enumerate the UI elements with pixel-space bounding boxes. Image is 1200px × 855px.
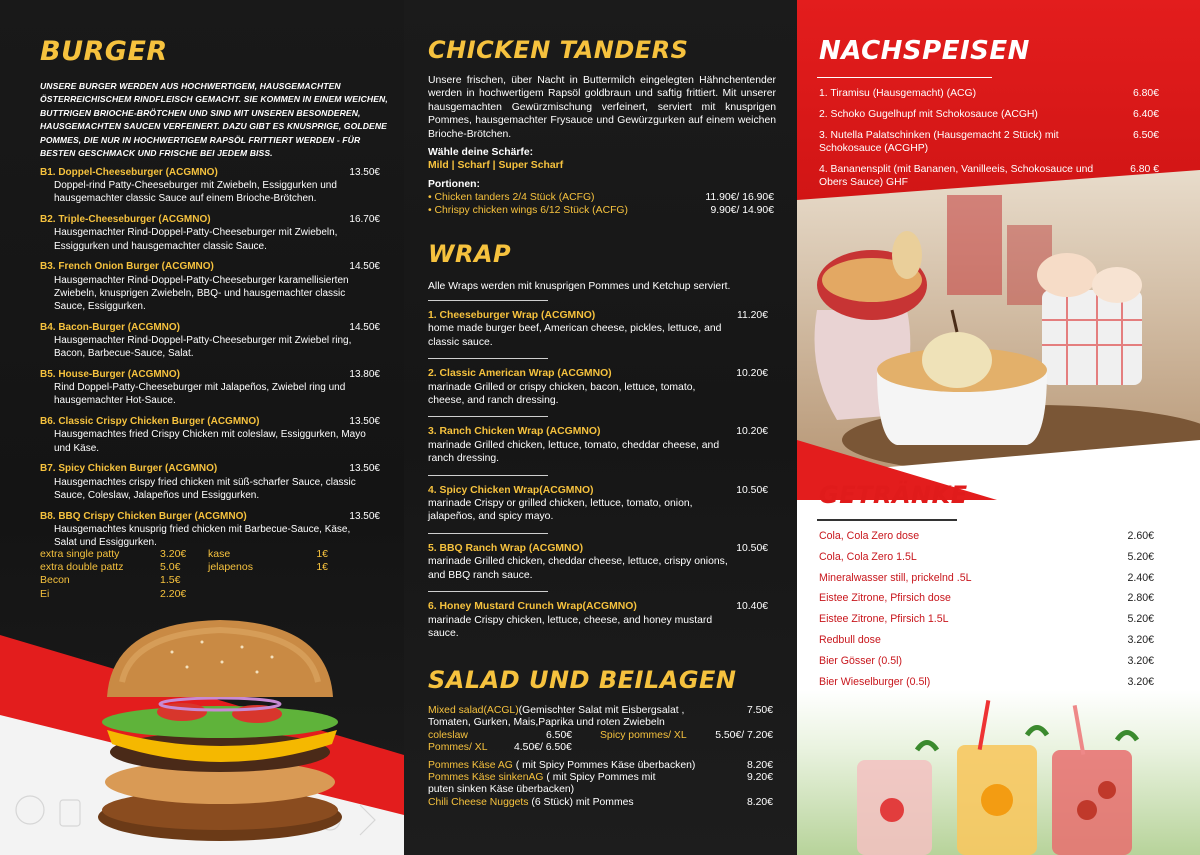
drink-price: 2.80€ [1127,592,1154,605]
extra-name: extra double pattz [40,561,124,574]
dessert-list [819,87,1159,197]
mixed-salad-name: Mixed salad(ACGL) [428,705,519,716]
wrap-item [428,591,768,640]
drink-list [819,530,1154,696]
extras-row [40,588,330,601]
drink-item [819,676,1154,689]
burger-description: Hausgemachtes fried Crispy Chicken mit coleslaw, Essiggurken, Mayo und Käse. [54,429,366,454]
wrap-item [428,358,768,407]
drink-name: Redbull dose [819,633,881,646]
dessert-price: 6.40€ [1132,108,1159,120]
dessert-name: 2. Schoko Gugelhupf mit Schokosauce (ACGH) [819,108,1038,120]
chicken-title: CHICKEN TANDERS [428,36,689,64]
burger-intro: UNSERE BURGER WERDEN AUS HOCHWERTIGEM, HAUSGEMACHTEN ÖSTERREICHISCHEM RINDFLEISCH GEMACHT. SIE KOMMEN IN EINEM WEICHEN, BUTTRIGEN BRIOCHE-BRÖTCHEN UND SIND MIT UNSEREN BESONDEREN, HAUSGEMACHTEN SAUCEN VERFEINERT. DAZU GIBT ES KNUSPRIGE, GOLDENE POMMES, DIE NUR IN HOCHWERTIGEM RAPSÖL FRITTIERT WERDEN - FÜR BESTEN GESCHMACK UND FRISCHE BEI JEDEM BISS. [40,81,388,159]
dessert-price: 6.80 € [1130,163,1159,175]
pommes-kase-price: 8.20€ [746,759,773,771]
dessert-item [819,87,1159,100]
drink-name: Mineralwasser still, prickelnd .5L [819,571,972,584]
salad-row [428,730,773,742]
extra-name: extra single patty [40,548,120,560]
wrap-price: 10.50€ [736,542,768,554]
nachspeisen-divider [817,77,992,78]
burger-item [40,321,380,361]
extras-row [40,561,330,574]
wrap-name: 6. Honey Mustard Crunch Wrap(ACGMNO) [428,601,637,613]
salad-title: SALAD UND BEILAGEN [428,666,737,694]
dessert-price: 6.80€ [1132,88,1159,99]
burger-description: Doppel-rind Patty-Cheeseburger mit Zwiebeln, Essiggurken und hausgemachter classic Sauce auf einem Brioche-Brötchen. [54,180,337,205]
pommes-kase-name: Pommes Käse AG [428,759,513,771]
extra-name: jelapenos [208,561,253,574]
pommes-sinken-desc: ( mit Spicy Pommes mit [543,772,656,784]
wrap-name: 4. Spicy Chicken Wrap(ACGMNO) [428,484,594,496]
dessert-item [819,108,1159,121]
wrap-item [428,475,768,524]
wrap-item [428,300,768,349]
wrap-price: 10.50€ [736,484,768,496]
drink-item [819,655,1154,668]
portion-label: Portionen: [428,179,480,190]
drink-price: 5.20€ [1127,613,1154,626]
wrap-description: home made burger beef, American cheese, pickles, lettuce, and classic sauce. [428,323,722,348]
burger-price: 13.50€ [349,167,380,178]
burger-item [40,510,380,550]
pommes-sinken-name: Pommes Käse sinkenAG [428,772,544,784]
dessert-name: 4. Bananensplit (mit Bananen, Vanilleeis, Schokosauce und Obers Sauce) GHF [819,163,1094,188]
extra-price: 5.0€ [160,561,181,574]
drink-price: 2.60€ [1127,530,1154,542]
wrap-list [428,300,768,649]
burger-name: B4. Bacon-Burger (ACGMNO) [40,321,181,333]
drink-price: 3.20€ [1127,675,1154,688]
wrap-description: marinade Grilled chicken, cheddar cheese, lettuce, crispy onions, and BBQ ranch sauce. [428,556,728,581]
burger-panel [0,0,404,855]
pommes-name: Pommes/ XL [428,742,488,754]
extra-price [308,574,328,587]
drink-name: Bier Wieselburger (0.5l) [819,675,931,688]
drink-name: Eistee Zitrone, Pfirsich dose [819,592,951,605]
burger-item [40,213,380,253]
nuggets-name: Chili Cheese Nuggets [428,796,529,808]
wrap-description: marinade Crispy chicken, lettuce, cheese, and honey mustard sauce. [428,614,713,639]
pommes-sinken-price: 9.20€ [746,772,773,784]
dessert-drinks-panel [797,0,1200,855]
extra-price: 2.20€ [160,587,187,600]
wrap-name: 3. Ranch Chicken Wrap (ACGMNO) [428,426,601,438]
drink-price: 5.20€ [1127,550,1154,563]
portion-price: 11.90€/ 16.90€ [705,192,774,203]
pommes-sinken-desc-2: puten sinken Käse überbacken) [428,784,575,796]
nuggets-price: 8.20€ [746,796,773,808]
wrap-price: 10.20€ [736,368,768,380]
burger-price: 13.50€ [349,510,380,522]
salad-row [428,772,773,784]
burger-list [40,166,380,557]
dessert-name: 1. Tiramisu (Hausgemacht) (ACG) [819,88,977,99]
burger-item [40,415,380,455]
portion-name: • Chicken tanders 2/4 Stück (ACFG) [428,192,595,203]
burger-item [40,260,380,313]
burger-item [40,166,380,206]
coleslaw-name: coleslaw [428,729,468,741]
mixed-salad-desc-2: Tomaten, Gurken, Mais,Paprika und roten Zwiebeln [428,717,665,729]
burger-image [82,612,347,844]
burger-description: Hausgemachter Rind-Doppel-Patty-Cheeseburger mit Zwiebeln, Essiggurken und hausgemachter classic Sauce. [54,227,338,252]
extra-price: 1€ [316,561,328,574]
burger-description: Rind Doppel-Patty-Cheeseburger mit Jalapeños, Zwiebel ring und hausgemachter Hot-Sauce. [54,382,346,407]
drink-name: Eistee Zitrone, Pfirsich 1.5L [819,613,949,626]
chicken-description: Unsere frischen, über Nacht in Buttermilch eingelegten Hähnchentender werden in hochwertigem Rapsöl goldbraun und saftig frittiert. Mit unserer hausgemachten Gewürzmischung verfeinert, serviert mit knusprigen Pommes, hausgemachter Frysauce und Gewürzgurken auf einem weichen Brioche-Brötchen. [428,75,776,140]
drink-name: Bier Gösser (0.5l) [819,654,903,667]
drink-name: Cola, Cola Zero dose [819,530,920,542]
burger-price: 13.50€ [349,416,380,428]
burger-description: Hausgemachtes knusprig fried chicken mit Barbecue-Sauce, Käse, Salat und Essiggurken. [54,523,351,549]
extra-name: kase [208,548,231,560]
burger-description: Hausgemachter Rind-Doppel-Patty-Cheeseburger karamellisierten Zwiebeln, knusprigen Zwiebeln, BBQ- und hausgemachter classic Sauce, Essiggurken. [54,274,349,313]
extra-price: 1.5€ [160,574,181,587]
burger-description: Hausgemachtes crispy fried chicken mit süß-scharfer Sauce, classic Sauce, Coleslaw, Jalapeños und Essiggurken. [54,476,356,501]
portion-price: 9.90€/ 14.90€ [710,205,774,216]
burger-name: B7. Spicy Chicken Burger (ACGMNO) [40,463,218,475]
salad-row [428,717,773,729]
wrap-price: 10.40€ [736,601,768,613]
wrap-name: 2. Classic American Wrap (ACGMNO) [428,368,612,380]
extra-price [308,588,328,601]
burger-price: 14.50€ [349,261,380,273]
burger-item [40,462,380,502]
portion-item [428,205,774,216]
wrap-description: marinade Grilled chicken, lettuce, tomato, cheddar cheese, and ranch dressing. [428,439,720,465]
salad-row [428,705,773,717]
extras-table [40,548,330,601]
spice-options: Mild | Scharf | Super Scharf [428,160,564,171]
extra-price: 1€ [316,548,328,560]
extra-name [208,588,308,601]
burger-description: Hausgemachter Rind-Doppel-Patty-Cheeseburger mit Zwiebel ring, Bacon, Barbecue-Sauce, Salat. [54,335,352,360]
spicy-pommes-name: Spicy pommes/ XL [600,729,687,741]
wrap-price: 10.20€ [736,426,768,438]
drink-name: Cola, Cola Zero 1.5L [819,550,917,563]
dessert-image [797,170,1200,470]
extras-row [40,574,330,587]
spicy-pommes-price: 5.50€/ 7.20€ [715,729,773,741]
wrap-name: 5. BBQ Ranch Wrap (ACGMNO) [428,542,584,554]
burger-title: BURGER [40,36,168,67]
burger-price: 16.70€ [349,214,380,226]
extra-name [208,574,308,587]
salad-row [428,797,773,809]
getraenke-divider [817,519,957,521]
salad-row [428,742,773,754]
extras-row [40,548,330,561]
dessert-name: 3. Nutella Palatschinken (Hausgemacht 2 Stück) mit Schokosauce (ACGHP) [819,129,1059,154]
chicken-wrap-panel [404,0,797,855]
extra-price: 3.20€ [160,548,187,560]
wrap-item [428,533,768,582]
dessert-price: 6.50€ [1132,129,1159,141]
drink-price: 3.20€ [1127,654,1154,667]
burger-name: B2. Triple-Cheeseburger (ACGMNO) [40,214,211,226]
burger-name: B5. House-Burger (ACGMNO) [40,369,181,381]
mixed-salad-desc: (Gemischter Salat mit Eisbergsalat , [518,705,685,716]
portion-name: • Chrispy chicken wings 6/12 Stück (ACFG) [428,205,628,216]
burger-price: 13.80€ [349,369,380,381]
portion-item [428,192,774,203]
nachspeisen-title: NACHSPEISEN [819,36,1030,66]
pommes-kase-desc: ( mit Spicy Pommes Käse überbacken) [512,759,696,771]
wrap-description: Alle Wraps werden mit knusprigen Pommes und Ketchup serviert. [428,281,731,292]
burger-price: 14.50€ [349,321,380,333]
pommes-price: 4.50€/ 6.50€ [514,742,572,754]
wrap-item [428,416,768,465]
wrap-price: 11.20€ [736,310,768,321]
burger-name: B8. BBQ Crispy Chicken Burger (ACGMNO) [40,510,247,522]
burger-item [40,368,380,408]
burger-price: 13.50€ [349,463,380,475]
burger-name: B3. French Onion Burger (ACGMNO) [40,261,214,273]
extra-name: Becon [40,574,70,587]
drink-item [819,530,1154,543]
salad-list [428,705,773,809]
coleslaw-price: 6.50€ [546,729,573,741]
drink-item [819,551,1154,564]
salad-row [428,784,773,796]
drink-item [819,613,1154,626]
wrap-title: WRAP [428,240,512,268]
wrap-description: marinade Crispy or grilled chicken, lettuce, tomato, onion, jalapeños, and spicy mayo. [428,498,693,523]
drink-item [819,572,1154,585]
getraenke-title: GETRÄNKE [819,481,968,509]
wrap-description: marinade Grilled or crispy chicken, bacon, lettuce, tomato, cheese, and ranch dressing. [428,381,696,407]
dessert-item [819,163,1159,189]
wrap-name: 1. Cheeseburger Wrap (ACGMNO) [428,310,596,321]
mixed-salad-price: 7.50€ [746,705,773,716]
dessert-item [819,129,1159,155]
drink-price: 2.40€ [1127,571,1154,584]
extra-name: Ei [40,587,50,600]
burger-name: B1. Doppel-Cheeseburger (ACGMNO) [40,167,218,178]
nuggets-desc: (6 Stück) mit Pommes [528,796,634,808]
burger-name: B6. Classic Crispy Chicken Burger (ACGMNO) [40,416,260,428]
drink-item [819,634,1154,647]
drinks-jars-image [797,690,1200,855]
drink-price: 3.20€ [1127,633,1154,646]
drink-item [819,592,1154,605]
spice-label: Wähle deine Schärfe: [428,147,534,158]
salad-row [428,760,773,772]
